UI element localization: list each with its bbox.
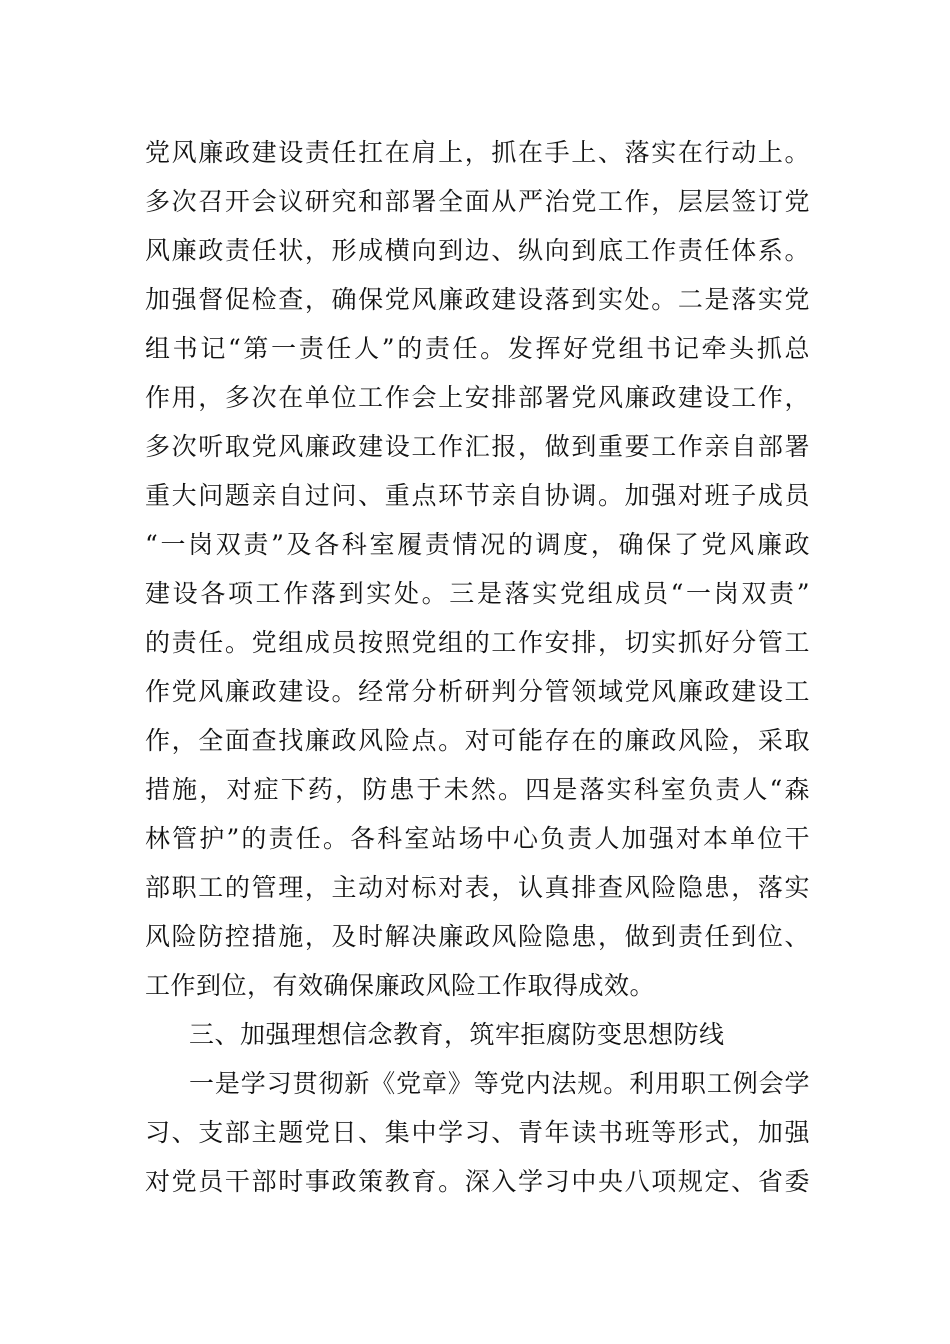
text-line: 多次听取党风廉政建设工作汇报，做到重要工作亲自部署 — [145, 432, 810, 461]
document-body — [145, 128, 810, 1206]
text-line: 风廉政责任状，形成横向到边、纵向到底工作责任体系。 — [145, 236, 810, 265]
text-line: 习、支部主题党日、集中学习、青年读书班等形式，加强 — [145, 1118, 810, 1147]
text-line: 作党风廉政建设。经常分析研判分管领域党风廉政建设工 — [145, 677, 810, 706]
text-line: 作，全面查找廉政风险点。对可能存在的廉政风险，采取 — [145, 726, 810, 755]
text-line: 部职工的管理，主动对标对表，认真排查风险隐患，落实 — [145, 873, 810, 902]
text-line: 风险防控措施，及时解决廉政风险隐患，做到责任到位、 — [145, 922, 810, 951]
paragraph-last-line: 工作到位，有效确保廉政风险工作取得成效。 — [145, 971, 656, 1000]
text-line: 党风廉政建设责任扛在肩上，抓在手上、落实在行动上。 — [145, 138, 810, 167]
section-heading: 三、加强理想信念教育，筑牢拒腐防变思想防线 — [189, 1020, 725, 1049]
text-line: 措施，对症下药，防患于未然。四是落实科室负责人“森 — [145, 775, 810, 804]
text-line: 林管护”的责任。各科室站场中心负责人加强对本单位干 — [145, 824, 810, 853]
text-line: “一岗双责”及各科室履责情况的调度，确保了党风廉政 — [145, 530, 810, 559]
text-line: 对党员干部时事政策教育。深入学习中央八项规定、省委 — [145, 1167, 810, 1196]
text-line: 加强督促检查，确保党风廉政建设落到实处。二是落实党 — [145, 285, 810, 314]
text-line: 组书记“第一责任人”的责任。发挥好党组书记牵头抓总 — [145, 334, 810, 363]
paragraph-first-line: 一是学习贯彻新《党章》等党内法规。利用职工例会学 — [189, 1069, 810, 1098]
text-line: 作用，多次在单位工作会上安排部署党风廉政建设工作， — [145, 383, 810, 412]
text-line: 重大问题亲自过问、重点环节亲自协调。加强对班子成员 — [145, 481, 810, 510]
text-line: 建设各项工作落到实处。三是落实党组成员“一岗双责” — [145, 579, 810, 608]
text-line: 的责任。党组成员按照党组的工作安排，切实抓好分管工 — [145, 628, 810, 657]
text-line: 多次召开会议研究和部署全面从严治党工作，层层签订党 — [145, 187, 810, 216]
